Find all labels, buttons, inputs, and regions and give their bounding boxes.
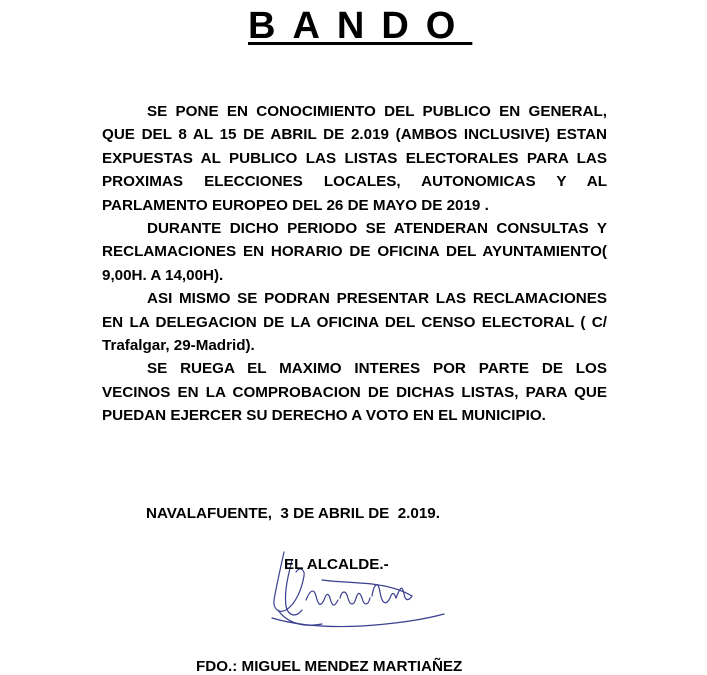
signer-title: EL ALCALDE.- xyxy=(284,556,389,573)
signed-by: FDO.: MIGUEL MENDEZ MARTIAÑEZ xyxy=(196,658,463,675)
place-date: NAVALAFUENTE, 3 DE ABRIL DE 2.019. xyxy=(146,505,440,522)
paragraph-exposure: SE PONE EN CONOCIMIENTO DEL PUBLICO EN GENERAL, QUE DEL 8 AL 15 DE ABRIL DE 2.019 (AMBOS INCLUSIVE) ESTAN EXPUESTAS AL PUBLICO LAS LISTAS ELECTORALES PARA LAS PROXIMAS ELECCIONES LOCALES, AUTONOMICAS Y AL PARLAMENTO EUROPEO DEL 26 DE MAYO DE 2019 . xyxy=(102,103,607,214)
notice-body xyxy=(102,100,607,428)
paragraph-request: SE RUEGA EL MAXIMO INTERES POR PARTE DE LOS VECINOS EN LA COMPROBACION DE DICHAS LISTAS, PARA QUE PUEDAN EJERCER SU DERECHO A VOTO EN EL MUNICIPIO. xyxy=(102,360,607,425)
paragraph-claims: ASI MISMO SE PODRAN PRESENTAR LAS RECLAMACIONES EN LA DELEGACION DE LA OFICINA DEL CENSO ELECTORAL ( C/ Trafalgar, 29-Madrid). xyxy=(102,290,607,355)
paragraph-period: DURANTE DICHO PERIODO SE ATENDERAN CONSULTAS Y RECLAMACIONES EN HORARIO DE OFICINA DEL AYUNTAMIENTO( 9,00H. A 14,00H). xyxy=(102,220,607,284)
mayor-signature xyxy=(262,540,452,640)
notice-title: BANDO xyxy=(248,5,473,47)
